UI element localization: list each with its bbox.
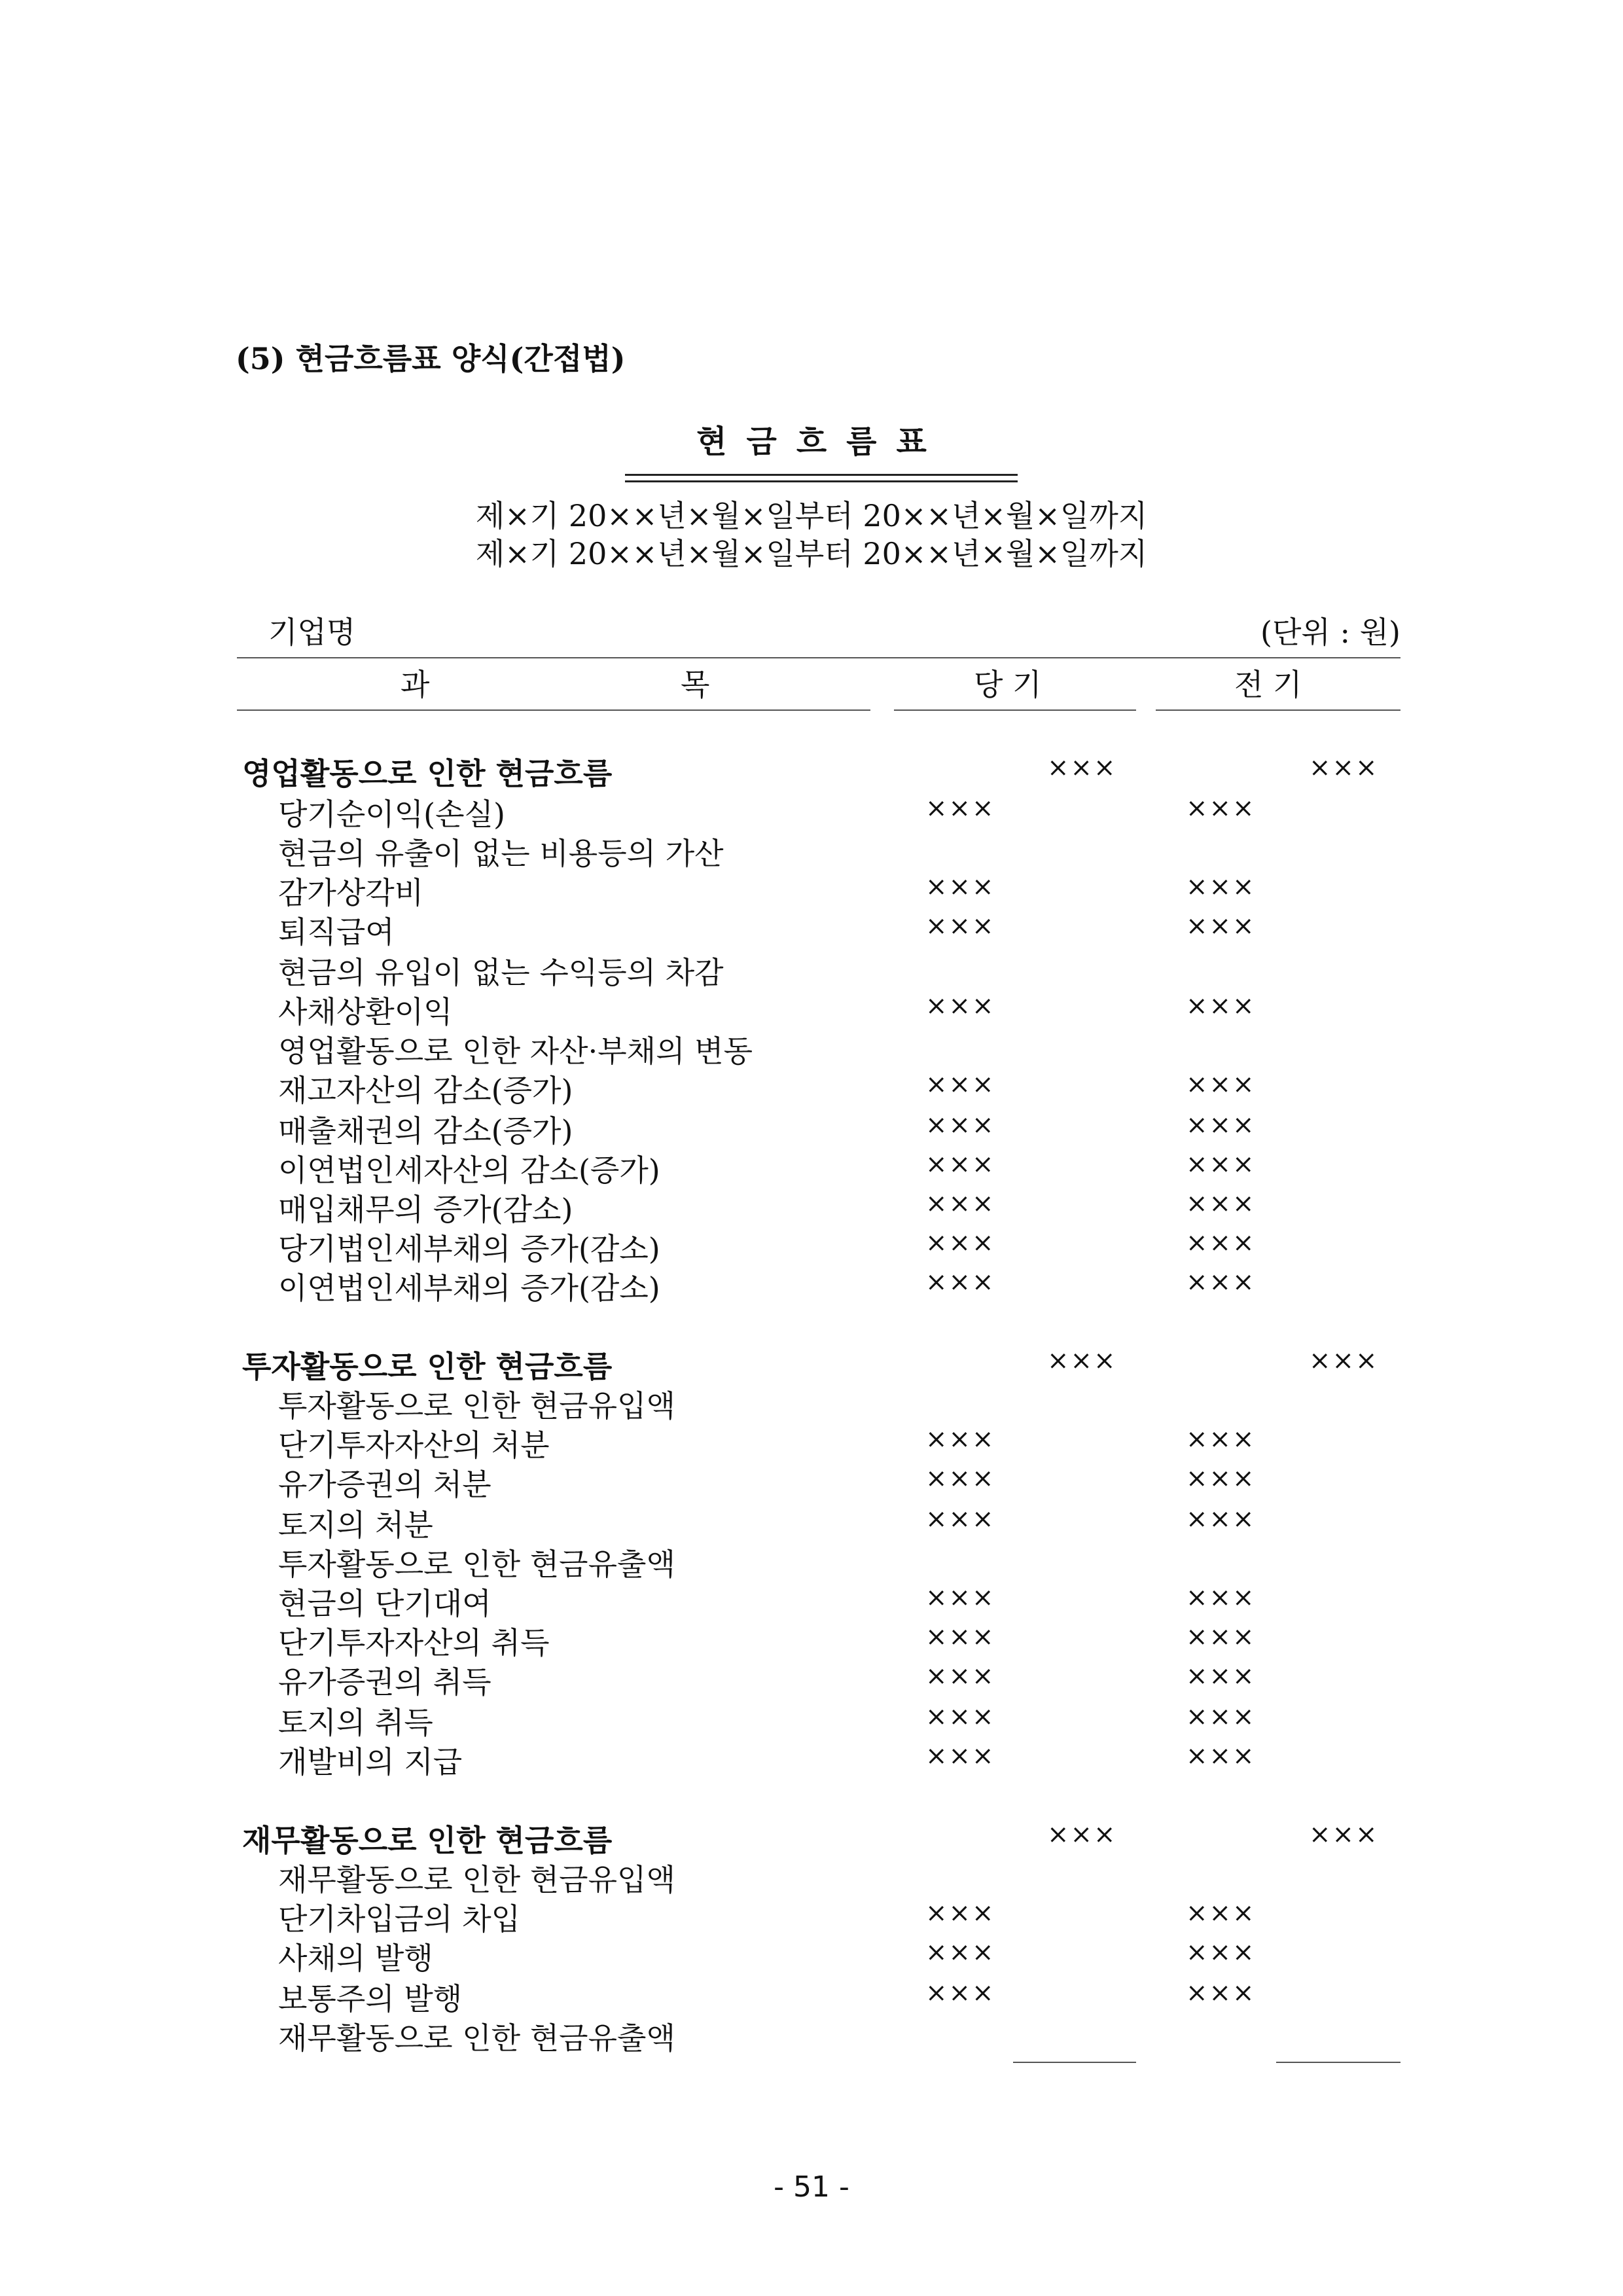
row-label: 개발비의 지급 (278, 1744, 463, 1780)
current-detail-value: ××× (925, 1583, 995, 1613)
prior-total-value: ××× (1309, 1820, 1379, 1850)
prior-detail-value: ××× (1186, 1504, 1256, 1534)
period-line-current: 제×기 20××년×월×일부터 20××년×월×일까지 (475, 498, 1148, 533)
table-row (0, 908, 1623, 948)
table-row (0, 1501, 1623, 1541)
table-row (0, 830, 1623, 869)
row-label: 사채상환이익 (278, 994, 453, 1030)
table-row (0, 988, 1623, 1028)
prior-detail-value: ××× (1186, 911, 1256, 941)
prior-detail-value: ××× (1186, 1937, 1256, 1967)
row-label: 매출채권의 감소(증가) (278, 1113, 573, 1149)
table-row (0, 1461, 1623, 1500)
section-label: 재무활동으로 인한 현금흐름 (242, 1823, 613, 1858)
row-label: 보통주의 발행 (278, 1981, 463, 2017)
current-detail-value: ××× (925, 872, 995, 902)
row-label: 매입채무의 증가(감소) (278, 1192, 573, 1227)
total-rule-prior (1276, 2062, 1400, 2063)
page-number: - 51 - (774, 2170, 849, 2204)
prior-detail-value: ××× (1186, 1189, 1256, 1219)
row-label: 토지의 취득 (278, 1705, 433, 1740)
row-label: 토지의 처분 (278, 1507, 433, 1543)
prior-detail-value: ××× (1186, 1110, 1256, 1140)
section-row (0, 1817, 1623, 1856)
table-row (0, 869, 1623, 908)
row-label: 현금의 단기대여 (278, 1586, 491, 1621)
column-header-item-b: 목 (681, 667, 710, 702)
column-header-prior: 전 기 (1234, 667, 1302, 702)
current-detail-value: ××× (925, 911, 995, 941)
prior-detail-value: ××× (1186, 1069, 1256, 1100)
current-detail-value: ××× (925, 991, 995, 1021)
prior-detail-value: ××× (1186, 1583, 1256, 1613)
total-rule-current (1013, 2062, 1136, 2063)
table-row (0, 1895, 1623, 1935)
title-underline-bottom (625, 480, 1018, 482)
prior-detail-value: ××× (1186, 991, 1256, 1021)
prior-total-value: ××× (1309, 1346, 1379, 1376)
table-row (0, 1225, 1623, 1265)
current-detail-value: ××× (925, 1267, 995, 1297)
prior-detail-value: ××× (1186, 1463, 1256, 1494)
column-header-item-a: 과 (401, 667, 430, 702)
current-detail-value: ××× (925, 1937, 995, 1967)
row-label: 재무활동으로 인한 현금유출액 (278, 2020, 675, 2056)
current-detail-value: ××× (925, 1463, 995, 1494)
row-label: 이연법인세자산의 감소(증가) (278, 1153, 660, 1188)
row-label: 유가증권의 처분 (278, 1467, 491, 1502)
table-row (0, 1541, 1623, 1580)
table-row (0, 1699, 1623, 1738)
current-detail-value: ××× (925, 1622, 995, 1652)
header-rule-current (894, 709, 1136, 711)
prior-detail-value: ××× (1186, 1149, 1256, 1179)
table-row (0, 1659, 1623, 1698)
section-row (0, 1343, 1623, 1382)
row-label: 투자활동으로 인한 현금유입액 (278, 1388, 675, 1424)
row-label: 현금의 유입이 없는 수익등의 차감 (278, 955, 724, 990)
prior-detail-value: ××× (1186, 1622, 1256, 1652)
table-row (0, 1186, 1623, 1225)
section-label: 투자활동으로 인한 현금흐름 (242, 1349, 613, 1384)
table-row (0, 1067, 1623, 1106)
row-label: 단기투자자산의 처분 (278, 1427, 550, 1463)
header-top-rule (237, 657, 1400, 658)
current-total-value: ××× (1047, 1820, 1117, 1850)
current-detail-value: ××× (925, 1741, 995, 1771)
current-detail-value: ××× (925, 1110, 995, 1140)
row-label: 단기투자자산의 취득 (278, 1625, 550, 1660)
section-heading: (5) 현금흐름표 양식(간접법) (236, 341, 626, 376)
prior-detail-value: ××× (1186, 1661, 1256, 1691)
prior-total-value: ××× (1309, 753, 1379, 783)
table-row (0, 1265, 1623, 1304)
title-underline-top (625, 474, 1018, 476)
current-detail-value: ××× (925, 1702, 995, 1732)
period-line-prior: 제×기 20××년×월×일부터 20××년×월×일까지 (475, 536, 1148, 571)
table-row (0, 1580, 1623, 1619)
table-row (0, 1619, 1623, 1659)
current-detail-value: ××× (925, 1228, 995, 1258)
row-label: 이연법인세부채의 증가(감소) (278, 1270, 660, 1306)
row-label: 영업활동으로 인한 자산·부채의 변동 (278, 1033, 753, 1069)
row-label: 당기법인세부채의 증가(감소) (278, 1231, 660, 1266)
current-detail-value: ××× (925, 1978, 995, 2008)
table-row (0, 1856, 1623, 1895)
table-row (0, 2015, 1623, 2054)
current-detail-value: ××× (925, 1424, 995, 1454)
current-detail-value: ××× (925, 1149, 995, 1179)
column-header-current: 당 기 (974, 667, 1042, 702)
table-row (0, 1738, 1623, 1778)
table-row (0, 1147, 1623, 1186)
section-row (0, 750, 1623, 789)
section-label: 영업활동으로 인한 현금흐름 (242, 756, 613, 791)
row-label: 유가증권의 취득 (278, 1664, 491, 1700)
prior-detail-value: ××× (1186, 1267, 1256, 1297)
header-rule-prior (1156, 709, 1400, 711)
table-row (0, 1028, 1623, 1067)
prior-detail-value: ××× (1186, 1978, 1256, 2008)
row-label: 현금의 유출이 없는 비용등의 가산 (278, 836, 724, 871)
current-detail-value: ××× (925, 793, 995, 823)
prior-detail-value: ××× (1186, 1898, 1256, 1928)
current-detail-value: ××× (925, 1898, 995, 1928)
current-detail-value: ××× (925, 1661, 995, 1691)
row-label: 단기차입금의 차입 (278, 1901, 521, 1937)
table-row (0, 791, 1623, 830)
table-row (0, 1422, 1623, 1461)
prior-detail-value: ××× (1186, 872, 1256, 902)
prior-detail-value: ××× (1186, 1228, 1256, 1258)
prior-detail-value: ××× (1186, 793, 1256, 823)
row-label: 투자활동으로 인한 현금유출액 (278, 1547, 675, 1582)
prior-detail-value: ××× (1186, 1741, 1256, 1771)
company-label: 기업명 (268, 615, 356, 650)
header-rule-item (237, 709, 870, 711)
table-row (0, 1107, 1623, 1147)
row-label: 사채의 발행 (278, 1941, 433, 1976)
current-total-value: ××× (1047, 753, 1117, 783)
table-row (0, 1382, 1623, 1422)
table-row (0, 1935, 1623, 1974)
row-label: 감가상각비 (278, 875, 424, 910)
prior-detail-value: ××× (1186, 1702, 1256, 1732)
row-label: 당기순이익(손실) (278, 797, 505, 832)
prior-detail-value: ××× (1186, 1424, 1256, 1454)
unit-label: (단위 : 원) (1260, 615, 1400, 650)
row-label: 퇴직급여 (278, 914, 395, 950)
document-title: 현금흐름표 (696, 423, 946, 460)
table-row (0, 949, 1623, 988)
current-detail-value: ××× (925, 1504, 995, 1534)
table-row (0, 1975, 1623, 2015)
row-label: 재무활동으로 인한 현금유입액 (278, 1862, 675, 1897)
row-label: 재고자산의 감소(증가) (278, 1073, 573, 1108)
current-detail-value: ××× (925, 1069, 995, 1100)
current-total-value: ××× (1047, 1346, 1117, 1376)
current-detail-value: ××× (925, 1189, 995, 1219)
